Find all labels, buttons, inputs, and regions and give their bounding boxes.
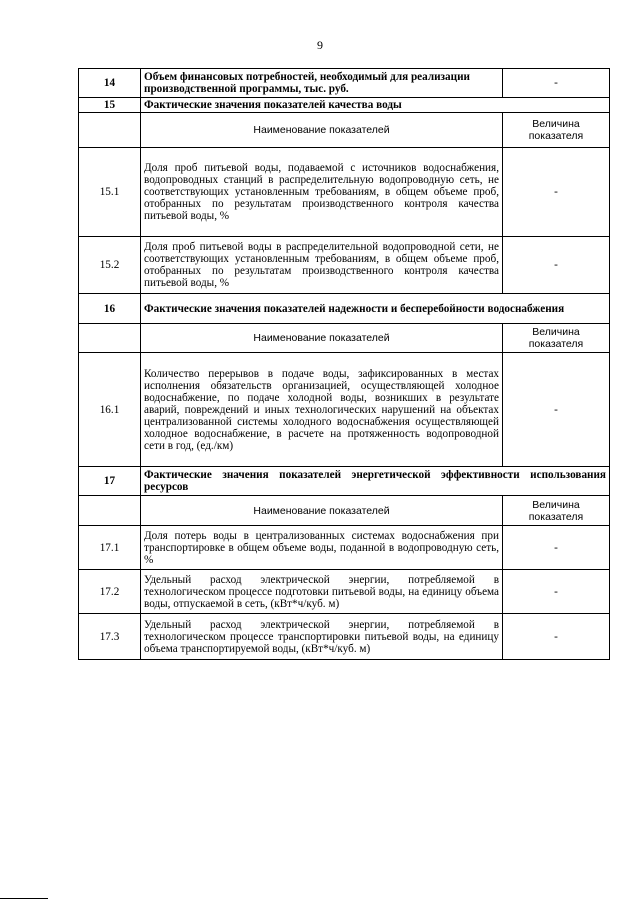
section-title: Фактические значения показателей качества воды — [141, 98, 610, 113]
column-header-row — [79, 496, 610, 526]
column-header-name: Наименование показателей — [141, 113, 503, 148]
row-text: Количество перерывов в подаче воды, зафиксированных в местах исполнения обязательств организацией, осуществляющей холодное водоснабжение, по подаче холодной воды, возникших в результате аварий, повреждений и иных технологических нарушений на объектах централизованной системы холодного водоснабжения осуществляющей холодное водоснабжение, в расчете на протяженность водопроводной сети в год, (ед./км) — [141, 353, 503, 467]
table-row — [79, 148, 610, 237]
empty-cell — [79, 496, 141, 526]
column-header-row — [79, 113, 610, 148]
row-number: 15.1 — [79, 148, 141, 237]
column-header-name: Наименование показателей — [141, 496, 503, 526]
row-number: 17.1 — [79, 526, 141, 570]
column-header-value: Величина показателя — [503, 496, 610, 526]
section-header-row — [79, 98, 610, 113]
empty-cell — [79, 324, 141, 353]
row-text: Объем финансовых потребностей, необходимый для реализации производственной программы, тыс. руб. — [141, 69, 503, 98]
table-row — [79, 69, 610, 98]
table-row — [79, 353, 610, 467]
table-row — [79, 237, 610, 294]
row-number: 14 — [79, 69, 141, 98]
row-value: - — [503, 526, 610, 570]
table-row — [79, 570, 610, 614]
column-header-row — [79, 324, 610, 353]
section-header-row — [79, 467, 610, 496]
section-title: Фактические значения показателей энергетической эффективности использования ресурсов — [141, 467, 610, 496]
indicators-table — [78, 68, 610, 660]
row-text: Доля проб питьевой воды, подаваемой с источников водоснабжения, водопроводных станций в распределительную водопроводную сеть, не соответствующих установленным требованиям, в общем объеме проб, отобранных по результатам производственного контроля качества питьевой воды, % — [141, 148, 503, 237]
row-value: - — [503, 353, 610, 467]
page-number: 9 — [317, 38, 323, 52]
row-value: - — [503, 69, 610, 98]
row-value: - — [503, 148, 610, 237]
section-title: Фактические значения показателей надежности и бесперебойности водоснабжения — [141, 294, 610, 324]
row-text: Удельный расход электрической энергии, потребляемой в технологическом процессе транспортировки питьевой воды, на единицу объема транспортируемой воды, (кВт*ч/куб. м) — [141, 614, 503, 660]
table-row — [79, 614, 610, 660]
table-row — [79, 526, 610, 570]
row-text: Доля потерь воды в централизованных системах водоснабжения при транспортировке в общем объеме воды, поданной в водопроводную сеть, % — [141, 526, 503, 570]
row-text: Доля проб питьевой воды в распределительной водопроводной сети, не соответствующих установленным требованиям, в общем объеме проб, отобранных по результатам производственного контроля качества питьевой воды, % — [141, 237, 503, 294]
row-value: - — [503, 237, 610, 294]
column-header-value: Величина показателя — [503, 324, 610, 353]
empty-cell — [79, 113, 141, 148]
row-number: 15 — [79, 98, 141, 113]
row-number: 17.3 — [79, 614, 141, 660]
column-header-value: Величина показателя — [503, 113, 610, 148]
row-number: 16 — [79, 294, 141, 324]
footnote-divider — [0, 898, 48, 899]
row-number: 16.1 — [79, 353, 141, 467]
row-number: 17 — [79, 467, 141, 496]
row-value: - — [503, 570, 610, 614]
row-value: - — [503, 614, 610, 660]
row-text: Удельный расход электрической энергии, потребляемой в технологическом процессе подготовки питьевой воды, на единицу объема воды, отпускаемой в сеть, (кВт*ч/куб. м) — [141, 570, 503, 614]
row-number: 15.2 — [79, 237, 141, 294]
column-header-name: Наименование показателей — [141, 324, 503, 353]
row-number: 17.2 — [79, 570, 141, 614]
section-header-row — [79, 294, 610, 324]
